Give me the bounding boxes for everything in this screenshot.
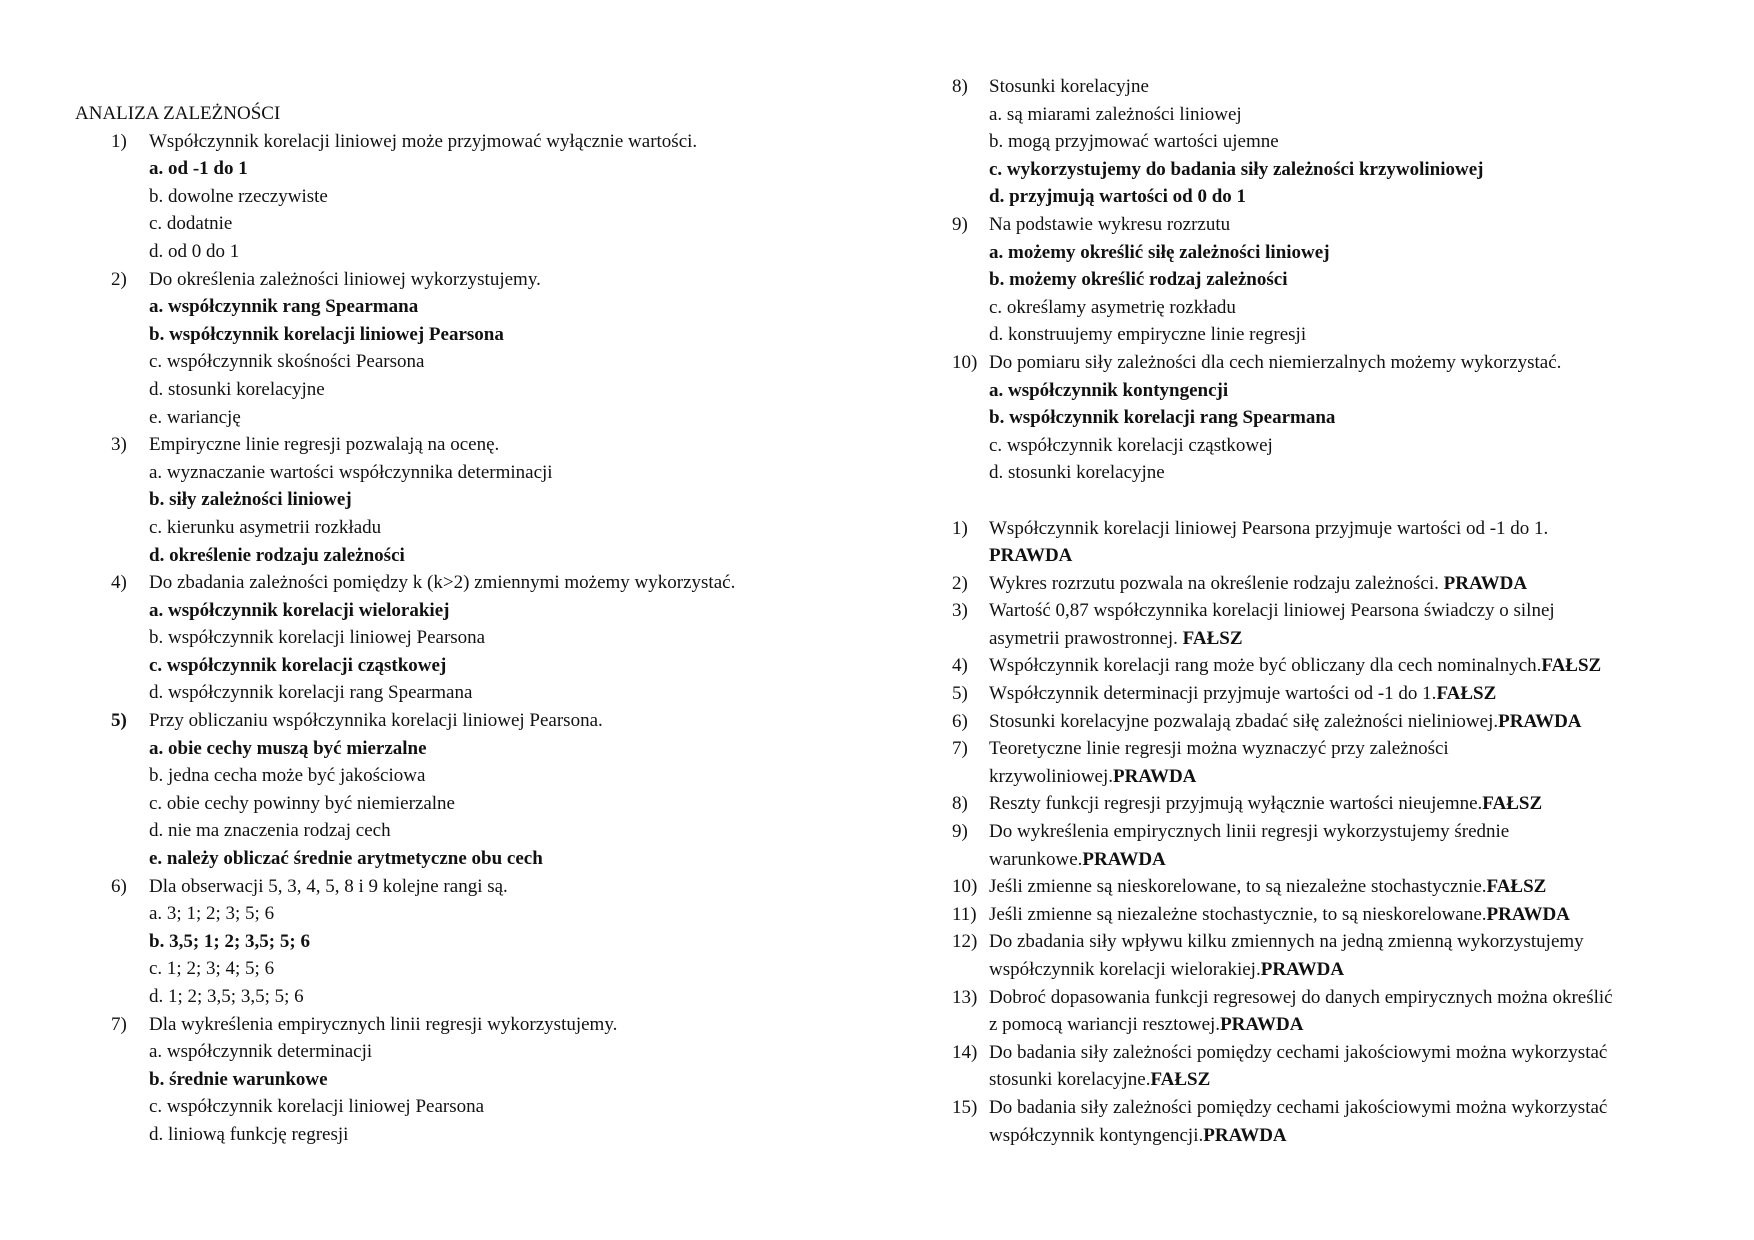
statement-item bbox=[952, 597, 1692, 652]
answer-option-correct: a. współczynnik korelacji wielorakiej bbox=[149, 599, 450, 621]
statement-text-continued: współczynnik korelacji wielorakiej. bbox=[989, 959, 1261, 980]
question-number: 1) bbox=[111, 130, 127, 152]
question-text: Do pomiaru siły zależności dla cech niemierzalnych możemy wykorzystać. bbox=[989, 351, 1562, 373]
question-block bbox=[75, 1011, 875, 1149]
statement-verdict: PRAWDA bbox=[989, 545, 1073, 567]
statement-verdict: FAŁSZ bbox=[1541, 655, 1602, 677]
statement-item bbox=[952, 570, 1692, 598]
left-question-list bbox=[75, 128, 875, 1149]
answer-option: e. wariancję bbox=[149, 406, 241, 428]
statement-number: 2) bbox=[952, 572, 968, 594]
answer-option-correct: c. wykorzystujemy do badania siły zależności krzywoliniowej bbox=[989, 158, 1484, 180]
statement-verdict: FAŁSZ bbox=[1150, 1069, 1211, 1091]
statement-item bbox=[952, 1039, 1692, 1094]
statement-text: Reszty funkcji regresji przyjmują wyłącznie wartości nieujemne. bbox=[989, 793, 1483, 815]
statement-number: 13) bbox=[952, 986, 978, 1008]
question-text: Na podstawie wykresu rozrzutu bbox=[989, 213, 1231, 235]
statement-text: Wykres rozrzutu pozwala na określenie rodzaju zależności. bbox=[989, 572, 1444, 594]
question-number: 6) bbox=[111, 875, 127, 897]
statement-item bbox=[952, 984, 1692, 1039]
question-block bbox=[952, 211, 1692, 349]
answer-option: c. 1; 2; 3; 4; 5; 6 bbox=[149, 958, 275, 980]
statement-text-continued: warunkowe. bbox=[989, 848, 1083, 870]
answer-option: c. dodatnie bbox=[149, 213, 233, 235]
statement-text: Do badania siły zależności pomiędzy cechami jakościowymi można wykorzystać bbox=[989, 1041, 1608, 1063]
statement-text-continued: krzywoliniowej. bbox=[989, 765, 1114, 787]
answer-option: c. kierunku asymetrii rozkładu bbox=[149, 516, 382, 538]
statement-number: 5) bbox=[952, 683, 968, 705]
answer-option: b. mogą przyjmować wartości ujemne bbox=[989, 131, 1279, 153]
page-title: ANALIZA ZALEŻNOŚCI bbox=[75, 103, 281, 124]
statement-number: 3) bbox=[952, 600, 968, 622]
question-block bbox=[75, 873, 875, 1011]
answer-option: c. współczynnik korelacji cząstkowej bbox=[989, 434, 1273, 456]
answer-option: d. stosunki korelacyjne bbox=[989, 462, 1165, 484]
statement-verdict: PRAWDA bbox=[1113, 765, 1197, 787]
answer-option: b. dowolne rzeczywiste bbox=[149, 185, 328, 207]
question-number: 2) bbox=[111, 268, 127, 290]
statement-text: Teoretyczne linie regresji można wyznaczyć przy zależności bbox=[989, 738, 1449, 760]
question-block bbox=[75, 266, 875, 432]
question-block bbox=[952, 73, 1692, 211]
answer-option: c. określamy asymetrię rozkładu bbox=[989, 296, 1236, 318]
statement-number: 8) bbox=[952, 793, 968, 815]
statement-text: Do wykreślenia empirycznych linii regresji wykorzystujemy średnie bbox=[989, 821, 1510, 843]
statement-number: 7) bbox=[952, 738, 968, 760]
question-text: Współczynnik korelacji liniowej może przyjmować wyłącznie wartości. bbox=[149, 130, 698, 152]
statement-text: Dobroć dopasowania funkcji regresowej do danych empirycznych można określić bbox=[989, 986, 1613, 1008]
question-text: Stosunki korelacyjne bbox=[989, 76, 1149, 97]
statement-verdict: PRAWDA bbox=[1443, 572, 1528, 594]
statement-item bbox=[952, 1094, 1692, 1149]
question-text: Do określenia zależności liniowej wykorzystujemy. bbox=[149, 268, 541, 290]
statement-text: Współczynnik korelacji liniowej Pearsona przyjmuje wartości od -1 do 1. bbox=[989, 517, 1549, 539]
question-number: 4) bbox=[111, 572, 127, 594]
statement-item bbox=[952, 928, 1692, 983]
answer-option: d. 1; 2; 3,5; 3,5; 5; 6 bbox=[149, 986, 304, 1007]
question-number: 9) bbox=[952, 213, 968, 235]
statement-item bbox=[952, 790, 1692, 818]
answer-option: d. od 0 do 1 bbox=[149, 240, 240, 262]
question-text: Przy obliczaniu współczynnika korelacji liniowej Pearsona. bbox=[149, 710, 603, 732]
answer-option-correct: a. możemy określić siłę zależności liniowej bbox=[989, 241, 1330, 263]
statement-verdict: PRAWDA bbox=[1498, 710, 1582, 732]
answer-option: d. stosunki korelacyjne bbox=[149, 378, 325, 400]
question-number: 5) bbox=[111, 710, 127, 732]
right-column bbox=[952, 73, 1692, 1149]
statement-verdict: PRAWDA bbox=[1082, 848, 1166, 870]
statement-number: 4) bbox=[952, 655, 968, 677]
statement-verdict: FAŁSZ bbox=[1486, 876, 1547, 898]
statement-verdict: PRAWDA bbox=[1203, 1124, 1287, 1146]
answer-option: a. wyznaczanie wartości współczynnika determinacji bbox=[149, 461, 553, 483]
statement-verdict: FAŁSZ bbox=[1482, 793, 1543, 815]
answer-option: a. są miarami zależności liniowej bbox=[989, 103, 1242, 125]
statement-number: 6) bbox=[952, 710, 968, 732]
statement-text: Do badania siły zależności pomiędzy cechami jakościowymi można wykorzystać bbox=[989, 1096, 1608, 1118]
answer-option-correct: b. możemy określić rodzaj zależności bbox=[989, 269, 1288, 291]
answer-option: a. 3; 1; 2; 3; 5; 6 bbox=[149, 903, 275, 925]
answer-option: d. nie ma znaczenia rodzaj cech bbox=[149, 820, 391, 842]
answer-option-correct: b. współczynnik korelacji liniowej Pearsona bbox=[149, 323, 504, 345]
statement-verdict: PRAWDA bbox=[1486, 903, 1570, 925]
statement-item bbox=[952, 873, 1692, 901]
answer-option-correct: a. od -1 do 1 bbox=[149, 158, 248, 180]
answer-option-correct: b. współczynnik korelacji rang Spearmana bbox=[989, 407, 1336, 429]
statement-item bbox=[952, 901, 1692, 929]
statement-item bbox=[952, 515, 1692, 570]
statement-number: 11) bbox=[952, 903, 977, 925]
answer-option: c. obie cechy powinny być niemierzalne bbox=[149, 792, 455, 814]
question-block bbox=[75, 128, 875, 266]
answer-option: b. współczynnik korelacji liniowej Pearsona bbox=[149, 627, 486, 649]
statement-verdict: FAŁSZ bbox=[1182, 627, 1243, 649]
section-spacer bbox=[952, 487, 1692, 515]
statement-text: Współczynnik determinacji przyjmuje wartości od -1 do 1. bbox=[989, 683, 1437, 705]
answer-option: d. konstruujemy empiryczne linie regresji bbox=[989, 324, 1307, 346]
left-column bbox=[75, 100, 875, 1149]
answer-option-correct: b. siły zależności liniowej bbox=[149, 489, 352, 511]
statement-text-continued: z pomocą wariancji resztowej. bbox=[989, 1014, 1221, 1036]
question-text: Dla obserwacji 5, 3, 4, 5, 8 i 9 kolejne rangi są. bbox=[149, 875, 508, 897]
answer-option-correct: a. współczynnik kontyngencji bbox=[989, 379, 1229, 401]
answer-option: b. jedna cecha może być jakościowa bbox=[149, 765, 426, 787]
true-false-list bbox=[952, 515, 1692, 1150]
statement-text: Do zbadania siły wpływu kilku zmiennych na jedną zmienną wykorzystujemy bbox=[989, 931, 1584, 953]
statement-number: 12) bbox=[952, 931, 978, 953]
answer-option: a. współczynnik determinacji bbox=[149, 1041, 373, 1063]
statement-verdict: PRAWDA bbox=[1260, 959, 1345, 980]
statement-item bbox=[952, 680, 1692, 708]
question-number: 8) bbox=[952, 76, 968, 97]
statement-text: Stosunki korelacyjne pozwalają zbadać siłę zależności nieliniowej. bbox=[989, 710, 1499, 732]
statement-text-continued: asymetrii prawostronnej. bbox=[989, 627, 1183, 649]
statement-item bbox=[952, 735, 1692, 790]
statement-item bbox=[952, 818, 1692, 873]
question-block bbox=[952, 349, 1692, 487]
answer-option-correct: d. określenie rodzaju zależności bbox=[149, 544, 405, 566]
statement-number: 14) bbox=[952, 1041, 978, 1063]
statement-number: 9) bbox=[952, 821, 968, 843]
statement-number: 10) bbox=[952, 876, 978, 898]
statement-text: Jeśli zmienne są nieskorelowane, to są niezależne stochastycznie. bbox=[989, 876, 1487, 898]
question-text: Do zbadania zależności pomiędzy k (k>2) zmiennymi możemy wykorzystać. bbox=[149, 572, 736, 594]
right-question-list bbox=[952, 73, 1692, 487]
statement-verdict: FAŁSZ bbox=[1436, 683, 1497, 705]
answer-option: c. współczynnik korelacji liniowej Pearsona bbox=[149, 1096, 485, 1118]
statement-number: 1) bbox=[952, 517, 968, 539]
question-text: Empiryczne linie regresji pozwalają na ocenę. bbox=[149, 434, 500, 456]
question-block bbox=[75, 431, 875, 569]
statement-item bbox=[952, 652, 1692, 680]
statement-text-continued: współczynnik kontyngencji. bbox=[989, 1124, 1204, 1146]
statement-item bbox=[952, 708, 1692, 736]
answer-option-correct: d. przyjmują wartości od 0 do 1 bbox=[989, 186, 1247, 208]
answer-option-correct: c. współczynnik korelacji cząstkowej bbox=[149, 654, 447, 676]
question-number: 3) bbox=[111, 434, 127, 456]
answer-option-correct: b. średnie warunkowe bbox=[149, 1068, 328, 1090]
answer-option: d. liniową funkcję regresji bbox=[149, 1123, 349, 1145]
statement-text: Jeśli zmienne są niezależne stochastycznie, to są nieskorelowane. bbox=[989, 903, 1487, 925]
statement-text-continued: stosunki korelacyjne. bbox=[989, 1069, 1151, 1091]
question-text: Dla wykreślenia empirycznych linii regresji wykorzystujemy. bbox=[149, 1013, 618, 1035]
statement-number: 15) bbox=[952, 1096, 978, 1118]
answer-option: d. współczynnik korelacji rang Spearmana bbox=[149, 682, 473, 704]
statement-text: Wartość 0,87 współczynnika korelacji liniowej Pearsona świadczy o silnej bbox=[989, 600, 1555, 622]
statement-text: Współczynnik korelacji rang może być obliczany dla cech nominalnych. bbox=[989, 655, 1542, 677]
answer-option-correct: e. należy obliczać średnie arytmetyczne obu cech bbox=[149, 848, 543, 870]
answer-option-correct: b. 3,5; 1; 2; 3,5; 5; 6 bbox=[149, 930, 310, 952]
statement-verdict: PRAWDA bbox=[1220, 1014, 1304, 1036]
question-block bbox=[75, 569, 875, 707]
question-number: 10) bbox=[952, 351, 978, 373]
question-block bbox=[75, 707, 875, 873]
answer-option-correct: a. współczynnik rang Spearmana bbox=[149, 296, 419, 318]
answer-option-correct: a. obie cechy muszą być mierzalne bbox=[149, 737, 427, 759]
answer-option: c. współczynnik skośności Pearsona bbox=[149, 351, 425, 373]
question-number: 7) bbox=[111, 1013, 127, 1035]
